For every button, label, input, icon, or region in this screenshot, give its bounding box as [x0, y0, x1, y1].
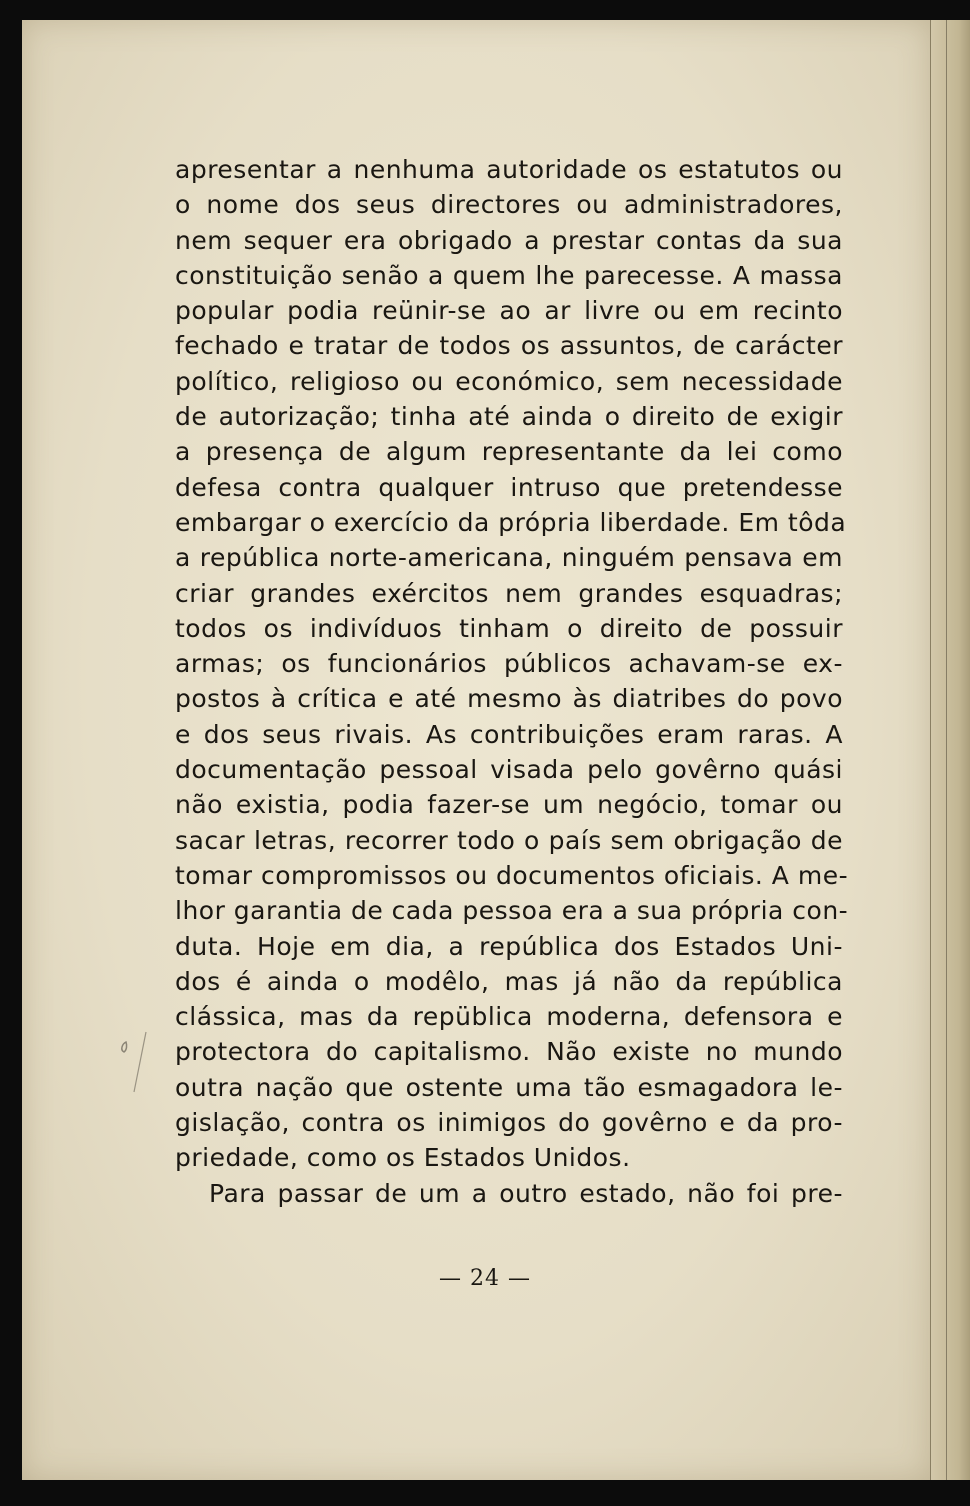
text-line: documentação pessoal visada pelo govêrno quási — [175, 755, 843, 785]
text-line: nem sequer era obrigado a prestar contas da sua — [175, 225, 843, 255]
text-line: não existia, podia fazer-se um negócio, tomar ou — [175, 790, 843, 820]
text-line: gislação, contra os inimigos do govêrno e da pro- — [175, 1108, 843, 1138]
text-line: de autorização; tinha até ainda o direito de exigir — [175, 402, 843, 432]
text-line: criar grandes exércitos nem grandes esquadras; — [175, 578, 843, 608]
text-line: lhor garantia de cada pessoa era a sua própria con- — [175, 896, 849, 926]
text-line: a presença de algum representante da lei como — [175, 437, 843, 467]
text-line: dos é ainda o modêlo, mas já não da república — [175, 966, 843, 996]
text-line: constituição senão a quem lhe parecesse. A massa — [175, 260, 843, 290]
page-edge-strip — [930, 20, 970, 1480]
text-line: o nome dos seus directores ou administradores, — [175, 190, 843, 220]
text-line: todos os indivíduos tinham o direito de possuir — [175, 613, 843, 643]
text-line: duta. Hoje em dia, a república dos Estados Uni- — [175, 931, 843, 961]
page-number: — 24 — — [439, 1266, 531, 1291]
paragraph-start-line: Para passar de um a outro estado, não foi pre- — [209, 1178, 843, 1208]
text-line: clássica, mas da repüblica moderna, defensora e — [175, 1002, 843, 1032]
text-line: a república norte-americana, ninguém pensava em — [175, 543, 843, 573]
text-line: defesa contra qualquer intruso que pretendesse — [175, 472, 843, 502]
text-line: apresentar a nenhuma autoridade os estatutos ou — [175, 155, 843, 184]
text-line: priedade, como os Estados Unidos. — [175, 1143, 631, 1173]
text-line: postos à crítica e até mesmo às diatribes do povo — [175, 684, 843, 714]
text-line: protectora do capitalismo. Não existe no mundo — [175, 1037, 843, 1067]
text-line: e dos seus rivais. As contribuições eram raras. A — [175, 719, 843, 749]
binding-line — [946, 20, 947, 1480]
text-line: sacar letras, recorrer todo o país sem obrigação de — [175, 825, 843, 855]
pencil-mark-icon — [112, 1030, 152, 1100]
text-line: armas; os funcionários públicos achavam-se ex- — [175, 649, 843, 679]
text-line: político, religioso ou económico, sem necessidade — [175, 366, 843, 396]
text-line: outra nação que ostente uma tão esmagadora le- — [175, 1072, 843, 1102]
text-line: fechado e tratar de todos os assuntos, de carácter — [175, 331, 843, 361]
text-line: embargar o exercício da própria liberdade. Em tôda — [175, 507, 847, 537]
body-text — [175, 152, 849, 1211]
text-line: popular podia reünir-se ao ar livre ou em recinto — [175, 296, 843, 326]
text-line: tomar compromissos ou documentos oficiais. A me- — [175, 860, 849, 890]
